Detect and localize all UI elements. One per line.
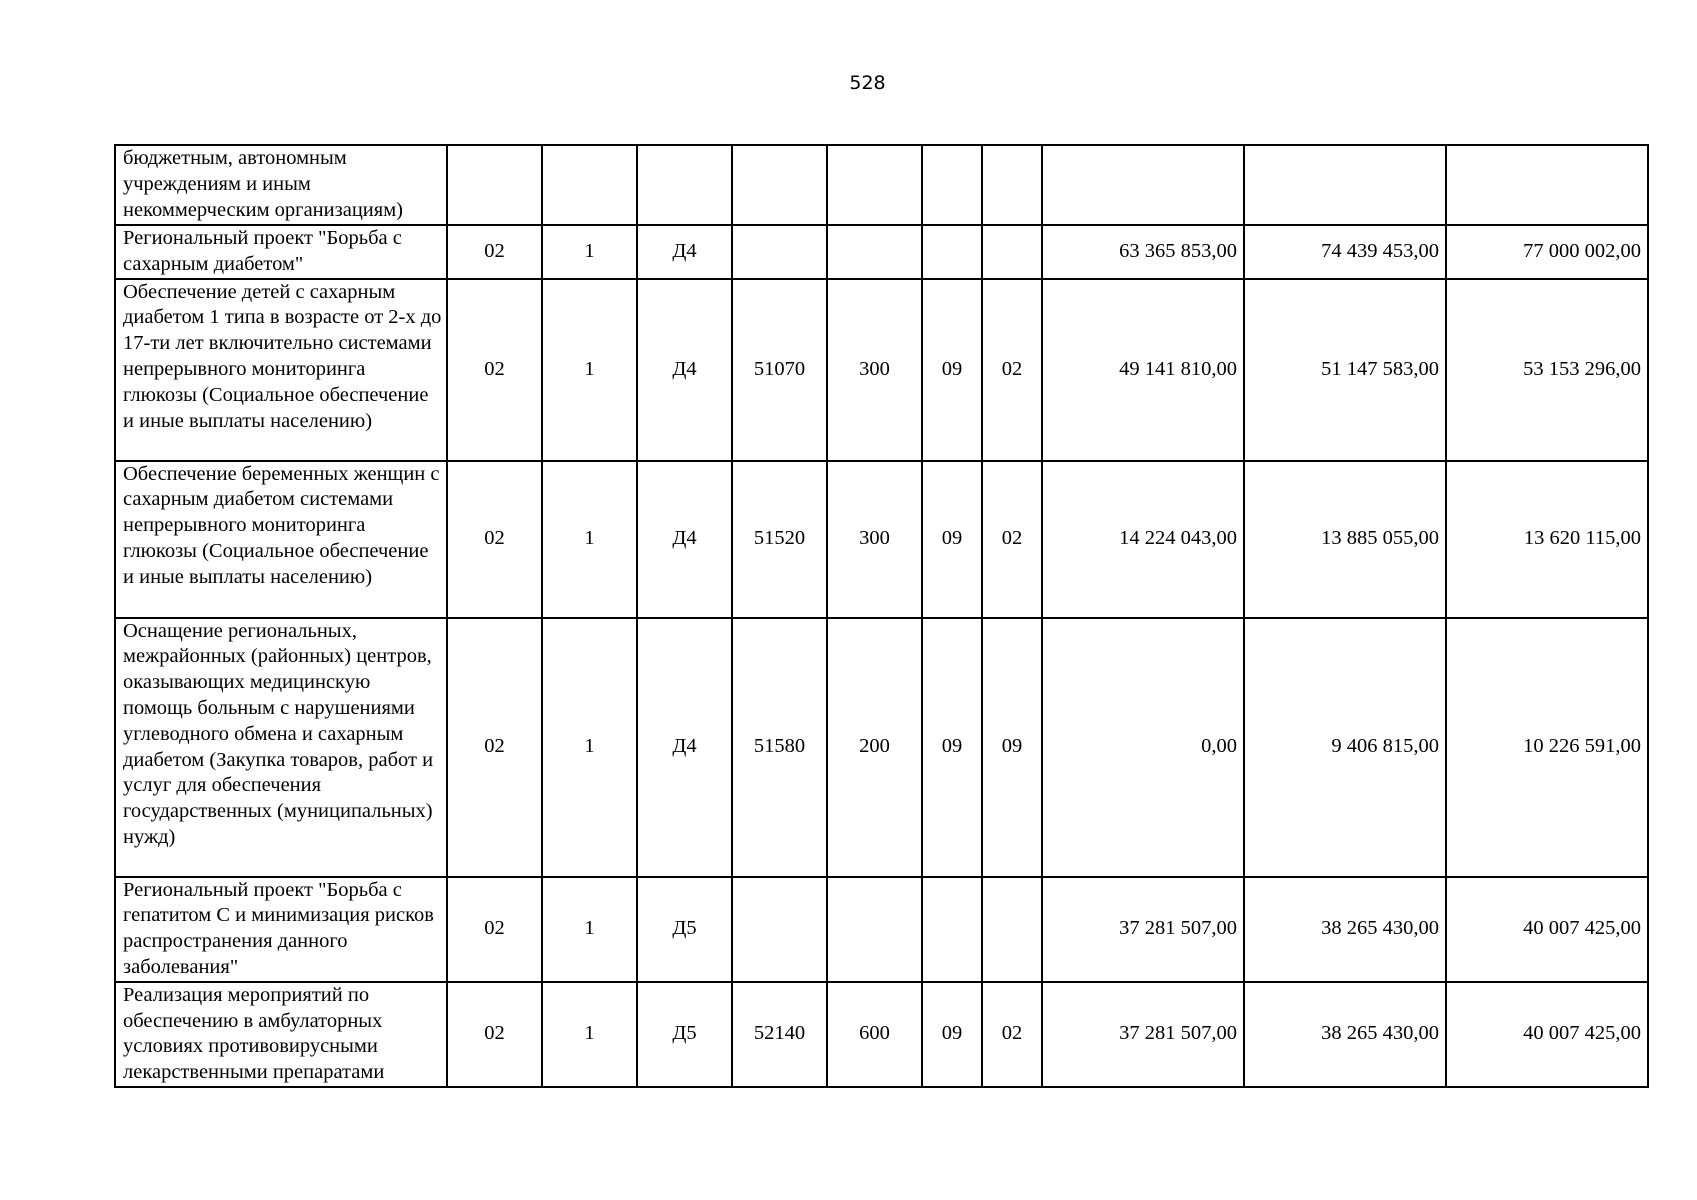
amount-year-2: 74 439 453,00 (1244, 225, 1446, 279)
direction-code: 51520 (732, 461, 827, 618)
section-code: 09 (922, 461, 982, 618)
amount-year-1: 37 281 507,00 (1042, 877, 1244, 982)
subsection-code (982, 145, 1042, 225)
program-code: 02 (447, 461, 542, 618)
project-code: Д4 (637, 618, 732, 877)
table-row (115, 279, 1648, 461)
table-row (115, 461, 1648, 618)
amount-year-3: 77 000 002,00 (1446, 225, 1648, 279)
project-code: Д4 (637, 279, 732, 461)
project-code: Д4 (637, 461, 732, 618)
amount-year-3: 13 620 115,00 (1446, 461, 1648, 618)
expense-type-code (827, 877, 922, 982)
amount-year-1: 14 224 043,00 (1042, 461, 1244, 618)
direction-code (732, 145, 827, 225)
subsection-code (982, 877, 1042, 982)
subsection-code: 09 (982, 618, 1042, 877)
expense-type-code: 200 (827, 618, 922, 877)
expense-type-code (827, 225, 922, 279)
row-description: Реализация мероприятий по обеспечению в амбулаторных условиях противовирусными лекарственными препаратами (115, 982, 447, 1087)
section-code (922, 145, 982, 225)
amount-year-2 (1244, 145, 1446, 225)
section-code: 09 (922, 982, 982, 1087)
subprogram-code: 1 (542, 225, 637, 279)
project-code: Д5 (637, 982, 732, 1087)
program-code: 02 (447, 279, 542, 461)
project-code: Д4 (637, 225, 732, 279)
subprogram-code: 1 (542, 279, 637, 461)
program-code: 02 (447, 877, 542, 982)
amount-year-1: 49 141 810,00 (1042, 279, 1244, 461)
amount-year-1: 0,00 (1042, 618, 1244, 877)
subprogram-code: 1 (542, 461, 637, 618)
expense-type-code: 300 (827, 279, 922, 461)
direction-code (732, 225, 827, 279)
row-description: Региональный проект "Борьба с сахарным диабетом" (115, 225, 447, 279)
row-description: Обеспечение беременных женщин с сахарным диабетом системами непрерывного мониторинга глюкозы (Социальное обеспечение и иные выплаты населению) (115, 461, 447, 618)
section-code (922, 877, 982, 982)
expense-type-code: 600 (827, 982, 922, 1087)
table-row (115, 982, 1648, 1087)
direction-code (732, 877, 827, 982)
program-code: 02 (447, 225, 542, 279)
amount-year-2: 38 265 430,00 (1244, 877, 1446, 982)
amount-year-1: 37 281 507,00 (1042, 982, 1244, 1087)
amount-year-2: 38 265 430,00 (1244, 982, 1446, 1087)
amount-year-3 (1446, 145, 1648, 225)
table-row (115, 877, 1648, 982)
project-code: Д5 (637, 877, 732, 982)
amount-year-3: 40 007 425,00 (1446, 982, 1648, 1087)
subsection-code: 02 (982, 279, 1042, 461)
subprogram-code: 1 (542, 618, 637, 877)
page-number: 528 (849, 72, 886, 94)
subsection-code: 02 (982, 982, 1042, 1087)
budget-table (114, 144, 1649, 1088)
amount-year-1 (1042, 145, 1244, 225)
project-code (637, 145, 732, 225)
amount-year-2: 51 147 583,00 (1244, 279, 1446, 461)
expense-type-code: 300 (827, 461, 922, 618)
subprogram-code (542, 145, 637, 225)
program-code: 02 (447, 982, 542, 1087)
subprogram-code: 1 (542, 982, 637, 1087)
subprogram-code: 1 (542, 877, 637, 982)
program-code: 02 (447, 618, 542, 877)
direction-code: 51070 (732, 279, 827, 461)
amount-year-2: 9 406 815,00 (1244, 618, 1446, 877)
row-description: Обеспечение детей с сахарным диабетом 1 типа в возрасте от 2-х до 17-ти лет включительно системами непрерывного мониторинга глюкозы (Социальное обеспечение и иные выплаты населению) (115, 279, 447, 461)
table-row (115, 225, 1648, 279)
program-code (447, 145, 542, 225)
amount-year-3: 10 226 591,00 (1446, 618, 1648, 877)
direction-code: 52140 (732, 982, 827, 1087)
subsection-code (982, 225, 1042, 279)
amount-year-2: 13 885 055,00 (1244, 461, 1446, 618)
amount-year-1: 63 365 853,00 (1042, 225, 1244, 279)
row-description: бюджетным, автономным учреждениям и иным некоммерческим организациям) (115, 145, 447, 225)
row-description: Региональный проект "Борьба с гепатитом С и минимизация рисков распространения данного заболевания" (115, 877, 447, 982)
direction-code: 51580 (732, 618, 827, 877)
row-description: Оснащение региональных, межрайонных (районных) центров, оказывающих медицинскую помощь больным с нарушениями углеводного обмена и сахарным диабетом (Закупка товаров, работ и услуг для обеспечения государственных (муниципальных) нужд) (115, 618, 447, 877)
section-code (922, 225, 982, 279)
amount-year-3: 53 153 296,00 (1446, 279, 1648, 461)
section-code: 09 (922, 279, 982, 461)
expense-type-code (827, 145, 922, 225)
table-row (115, 618, 1648, 877)
amount-year-3: 40 007 425,00 (1446, 877, 1648, 982)
table-row (115, 145, 1648, 225)
subsection-code: 02 (982, 461, 1042, 618)
section-code: 09 (922, 618, 982, 877)
